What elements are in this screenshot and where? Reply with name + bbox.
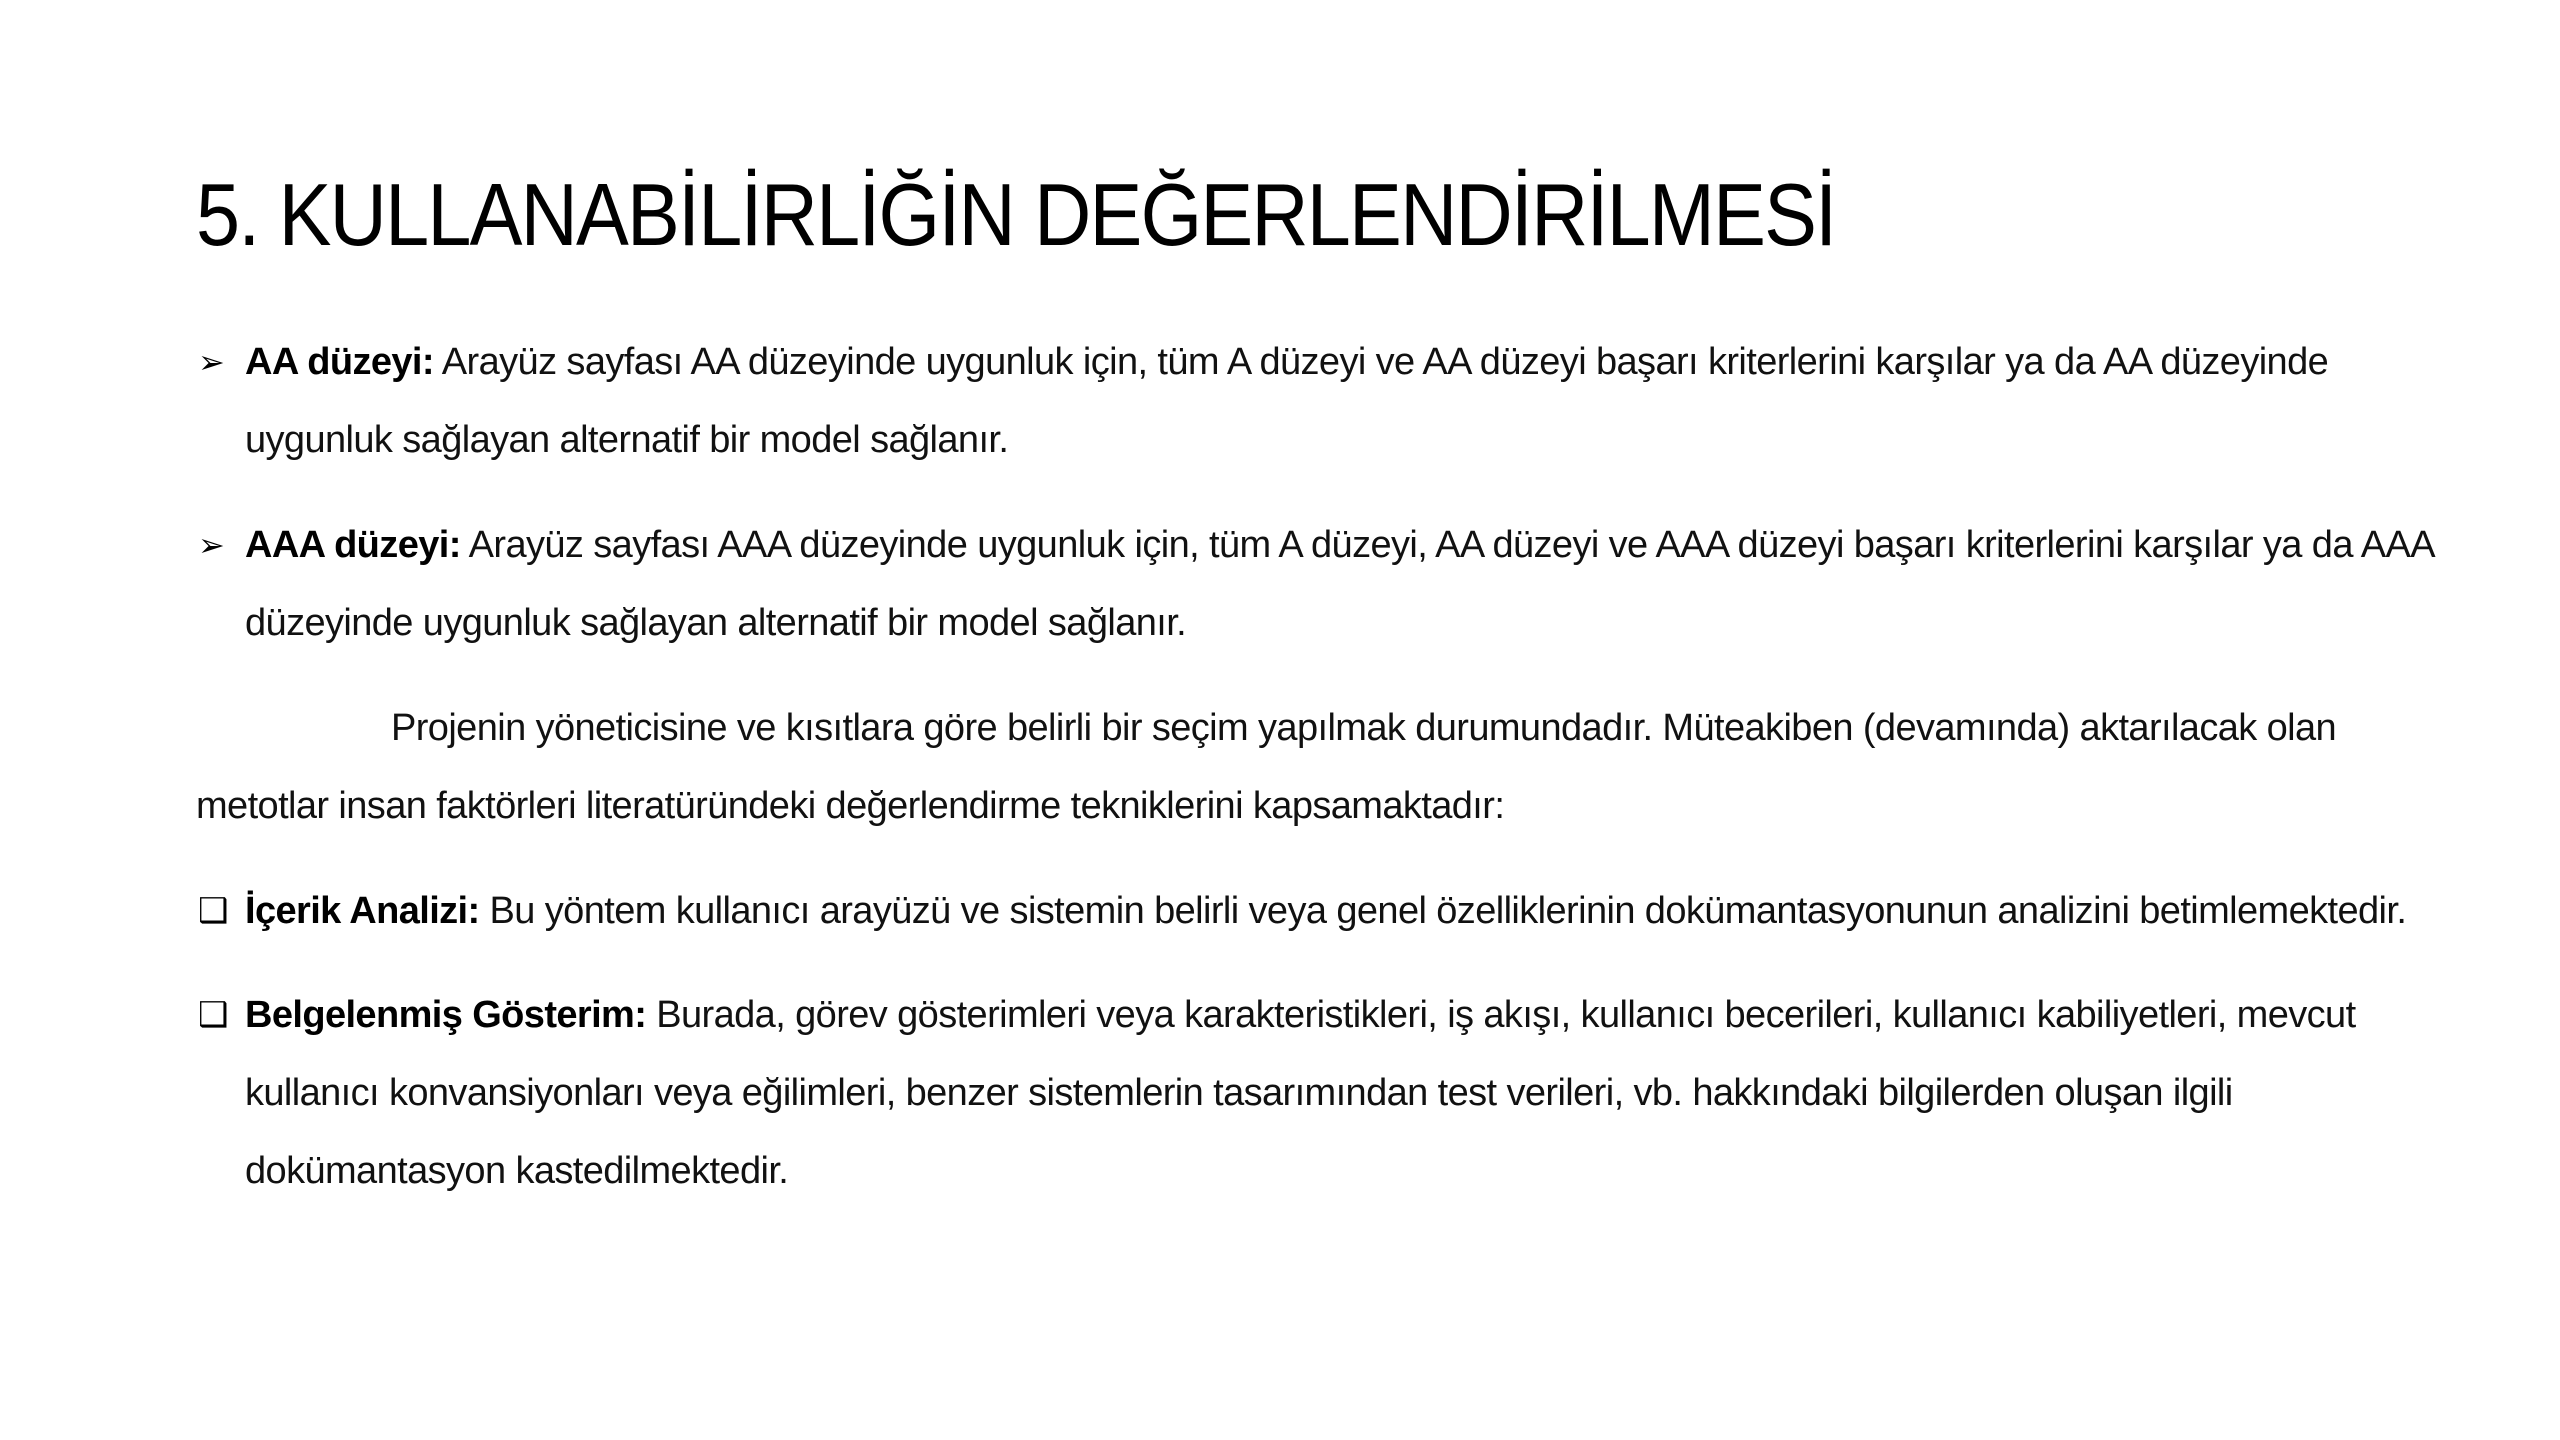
- bullet-content-analysis-label: İçerik Analizi:: [245, 890, 480, 932]
- bullet-aa-line1: [196, 323, 2416, 401]
- bullet-documented-line3: dokümantasyon kastedilmektedir.: [245, 1150, 789, 1192]
- bullet-aaa-text: Arayüz sayfası AAA düzeyinde uygunluk için, tüm A düzeyi, AA düzeyi ve AAA düzeyi başarı kriterlerini karşılar ya da AAA: [460, 524, 2435, 566]
- bullet-aaa-line1: [196, 506, 2435, 584]
- bullet-content-analysis-text: Bu yöntem kullanıcı arayüzü ve sistemin belirli veya genel özelliklerinin dokümantasyonunun analizini betimlemektedir.: [479, 890, 2407, 932]
- square-bullet-icon: ❑: [198, 891, 228, 931]
- bullet-aa-label: AA düzeyi:: [245, 341, 434, 383]
- intro-paragraph: [196, 689, 2416, 845]
- bullet-documented-line2: kullanıcı konvansiyonları veya eğilimleri, benzer sistemlerin tasarımından test verileri, vb. hakkındaki bilgilerden oluşan ilgili: [245, 1072, 2233, 1114]
- paragraph-line2: metotlar insan faktörleri literatüründeki değerlendirme tekniklerini kapsamaktadır:: [196, 785, 1505, 827]
- arrow-bullet-icon: ➢: [198, 526, 225, 564]
- bullet-content-analysis: [196, 872, 2416, 950]
- bullet-documented-label: Belgelenmiş Gösterim:: [245, 994, 647, 1036]
- slide-title: 5. KULLANABİLİRLİĞİN DEĞERLENDİRİLMESİ: [196, 165, 1836, 264]
- bullet-documented-representation: [196, 976, 2416, 1210]
- bullet-documented-text: Burada, görev gösterimleri veya karakteristikleri, iş akışı, kullanıcı becerileri, kullanıcı kabiliyetleri, mevcut: [646, 994, 2356, 1036]
- bullet-aa-line2: uygunluk sağlayan alternatif bir model sağlanır.: [245, 419, 1009, 461]
- bullet-documented-line1: [196, 976, 2416, 1054]
- bullet-aaa: [196, 506, 2435, 662]
- arrow-bullet-icon: ➢: [198, 343, 225, 381]
- bullet-content-analysis-line1: [196, 872, 2416, 950]
- square-bullet-icon: ❑: [198, 995, 228, 1035]
- paragraph-line1: Projenin yöneticisine ve kısıtlara göre belirli bir seçim yapılmak durumundadır. Müteakiben (devamında) aktarılacak olan: [391, 707, 2337, 749]
- bullet-aa-text: Arayüz sayfası AA düzeyinde uygunluk için, tüm A düzeyi ve AA düzeyi başarı kriterlerini karşılar ya da AA düzeyinde: [433, 341, 2329, 383]
- bullet-aa: [196, 323, 2416, 479]
- bullet-aaa-label: AAA düzeyi:: [245, 524, 461, 566]
- bullet-aaa-line2: düzeyinde uygunluk sağlayan alternatif bir model sağlanır.: [245, 602, 1187, 644]
